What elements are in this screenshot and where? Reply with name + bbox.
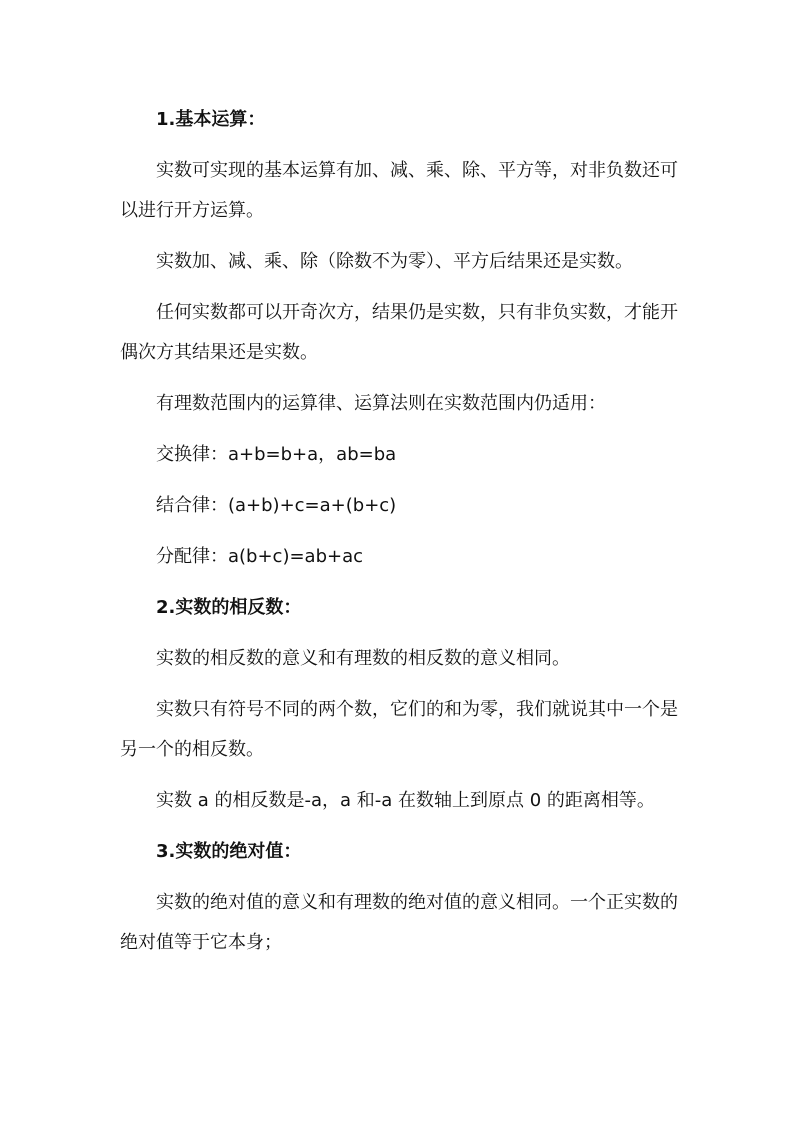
paragraph: 实数的相反数的意义和有理数的相反数的意义相同。 bbox=[156, 648, 570, 669]
paragraph: 实数可实现的基本运算有加、减、乘、除、平方等，对非负数还可以进行开方运算。 bbox=[120, 160, 678, 221]
section-heading: 1.基本运算： bbox=[156, 109, 266, 130]
formula-line: 结合律：(a+b)+c=a+(b+c) bbox=[156, 495, 397, 516]
paragraph: 任何实数都可以开奇次方，结果仍是实数，只有非负实数，才能开偶次方其结果还是实数。 bbox=[120, 302, 678, 363]
paragraph: 实数的绝对值的意义和有理数的绝对值的意义相同。一个正实数的绝对值等于它本身； bbox=[120, 892, 678, 953]
section-heading: 2.实数的相反数： bbox=[156, 597, 302, 618]
formula-line: 分配律：a(b+c)=ab+ac bbox=[156, 546, 364, 567]
paragraph: 有理数范围内的运算律、运算法则在实数范围内仍适用： bbox=[156, 393, 606, 414]
document-body bbox=[120, 100, 678, 963]
paragraph: 实数加、减、乘、除（除数不为零）、平方后结果还是实数。 bbox=[156, 251, 633, 272]
formula-line: 交换律：a+b=b+a，ab=ba bbox=[156, 444, 397, 465]
paragraph: 实数 a 的相反数是-a，a 和-a 在数轴上到原点 0 的距离相等。 bbox=[156, 790, 655, 811]
section-heading: 3.实数的绝对值： bbox=[156, 841, 302, 862]
paragraph: 实数只有符号不同的两个数，它们的和为零，我们就说其中一个是另一个的相反数。 bbox=[120, 699, 678, 760]
